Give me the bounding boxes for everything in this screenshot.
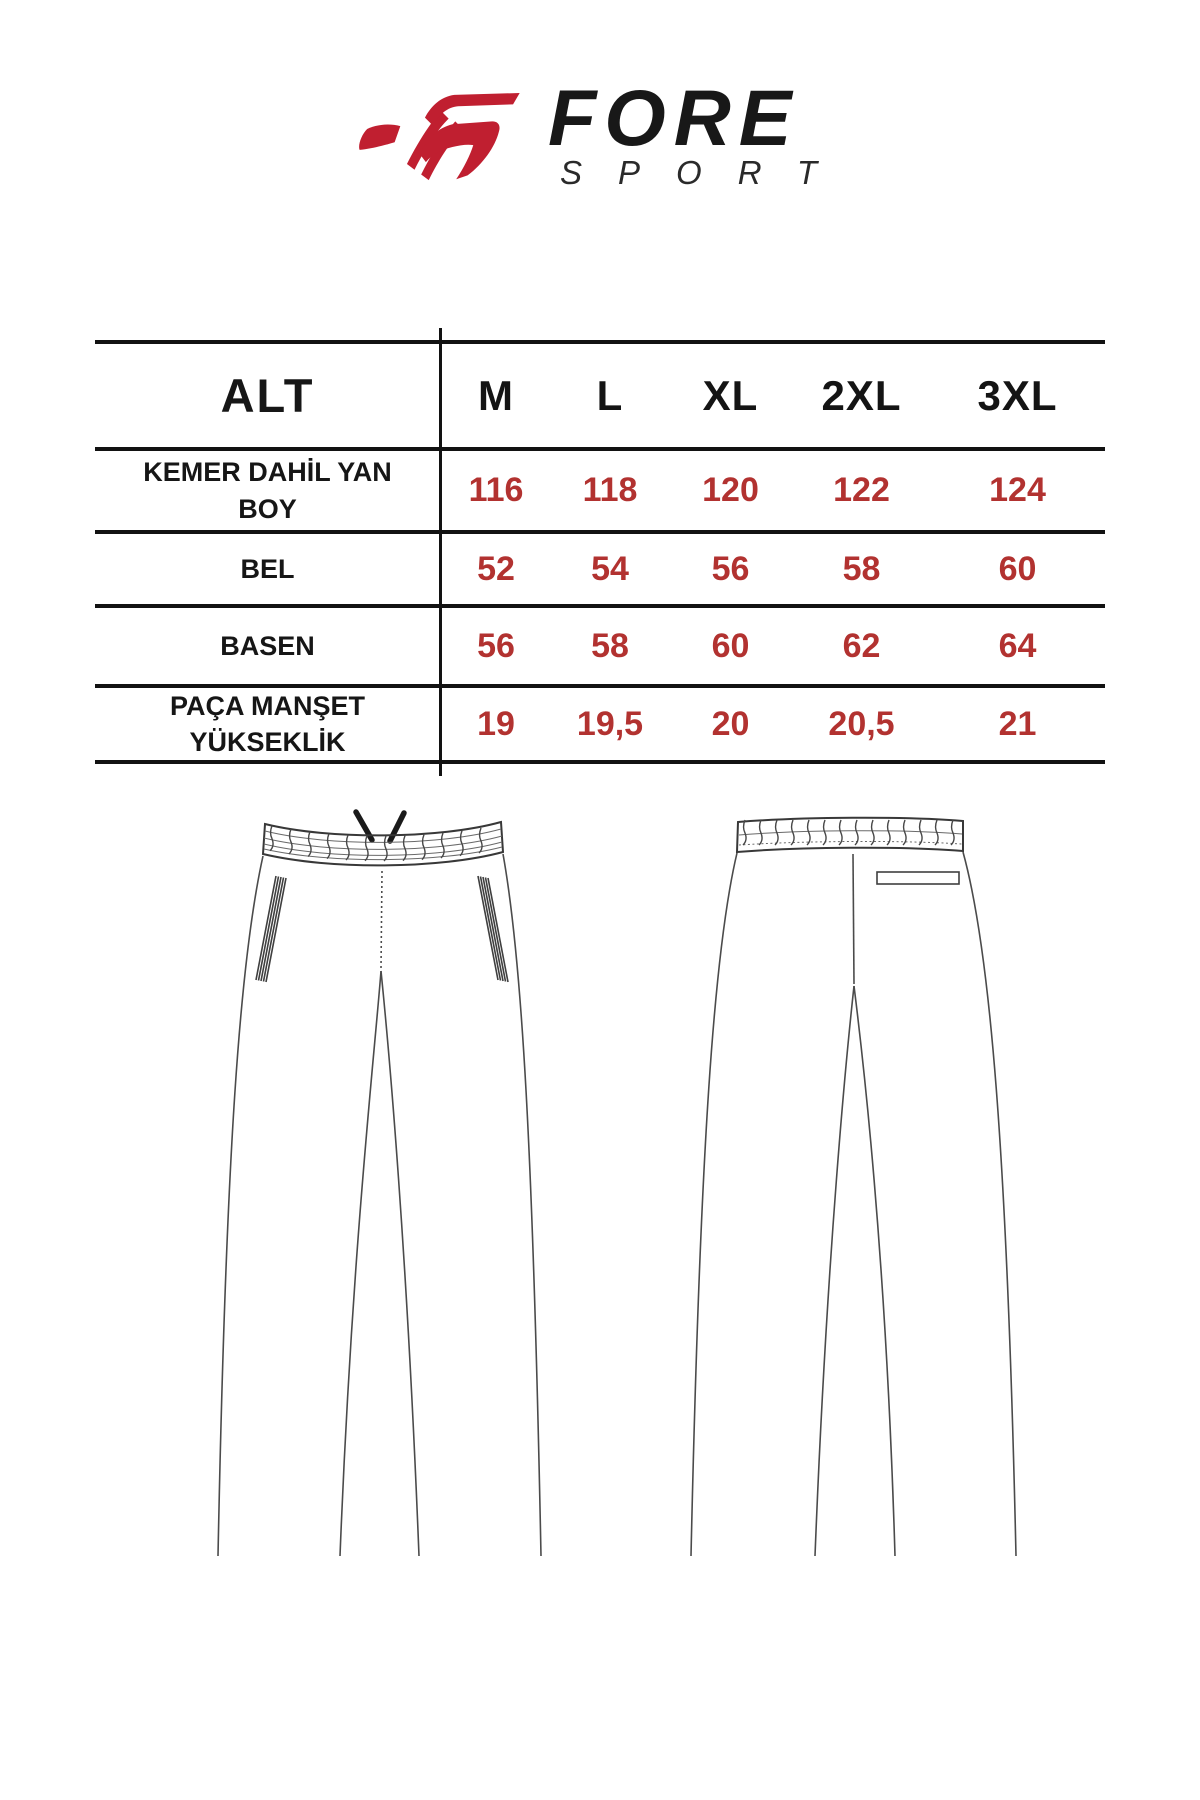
pants-technical-drawings — [0, 778, 1200, 1578]
table-row-bel — [95, 530, 1105, 604]
table-title: ALT — [220, 369, 315, 422]
front-left-pocket-zipper — [256, 876, 286, 982]
column-header-xl: XL — [702, 371, 759, 419]
size-value: 62 — [842, 626, 881, 665]
size-value: 20,5 — [828, 704, 895, 743]
size-value: 19 — [477, 704, 515, 743]
table-row-basen — [95, 604, 1105, 684]
size-table — [95, 340, 1105, 764]
table-row-paca-manset-yukseklik — [95, 684, 1105, 764]
logo-wing-shape — [359, 125, 400, 150]
back-left-inseam — [815, 986, 854, 1556]
back-waistband — [737, 818, 963, 852]
table-header-row — [95, 340, 1105, 447]
size-value: 60 — [711, 626, 750, 665]
back-right-outseam — [963, 852, 1016, 1556]
column-header-3xl: 3XL — [977, 371, 1058, 419]
table-row-kemer-dahil-yan-boy — [95, 447, 1105, 530]
size-value: 58 — [842, 549, 881, 588]
size-value: 52 — [477, 549, 515, 588]
front-right-inseam — [381, 971, 419, 1556]
size-value: 120 — [702, 471, 759, 509]
fore-logo-icon — [352, 88, 532, 188]
back-center-seam — [853, 854, 854, 984]
size-value: 58 — [591, 626, 629, 665]
size-value: 19,5 — [576, 704, 644, 743]
size-value: 118 — [582, 471, 638, 509]
back-left-outseam — [691, 853, 737, 1556]
front-right-pocket-zipper — [478, 876, 508, 982]
size-value: 56 — [711, 549, 750, 588]
row-label: PAÇA MANŞET YÜKSEKLİK — [170, 691, 365, 758]
size-value: 124 — [989, 471, 1046, 509]
row-label: KEMER DAHİL YAN BOY — [143, 457, 392, 524]
size-value: 21 — [998, 704, 1037, 743]
front-left-inseam — [340, 971, 381, 1556]
column-header-m: M — [478, 371, 514, 419]
drawstring-right — [390, 813, 404, 841]
back-pocket-welt — [877, 872, 959, 884]
pants-front-view — [218, 812, 541, 1556]
size-value: 60 — [998, 549, 1037, 588]
pants-back-view — [691, 818, 1016, 1556]
size-value: 56 — [477, 626, 515, 665]
row-label: BASEN — [220, 630, 315, 661]
size-value: 116 — [468, 471, 524, 509]
back-right-inseam — [854, 986, 895, 1556]
table-vertical-divider — [439, 328, 442, 776]
column-header-l: L — [596, 371, 624, 419]
column-header-2xl: 2XL — [821, 371, 902, 419]
size-value: 20 — [711, 704, 750, 743]
size-value: 122 — [833, 471, 890, 509]
brand-subtitle: SPORT — [560, 154, 854, 191]
front-left-outseam — [218, 856, 263, 1556]
front-center-seam — [381, 871, 382, 969]
size-value: 54 — [591, 549, 629, 588]
brand-name: FORE — [548, 73, 800, 162]
size-value: 64 — [998, 626, 1037, 665]
front-right-outseam — [503, 854, 541, 1556]
row-label: BEL — [240, 553, 295, 584]
